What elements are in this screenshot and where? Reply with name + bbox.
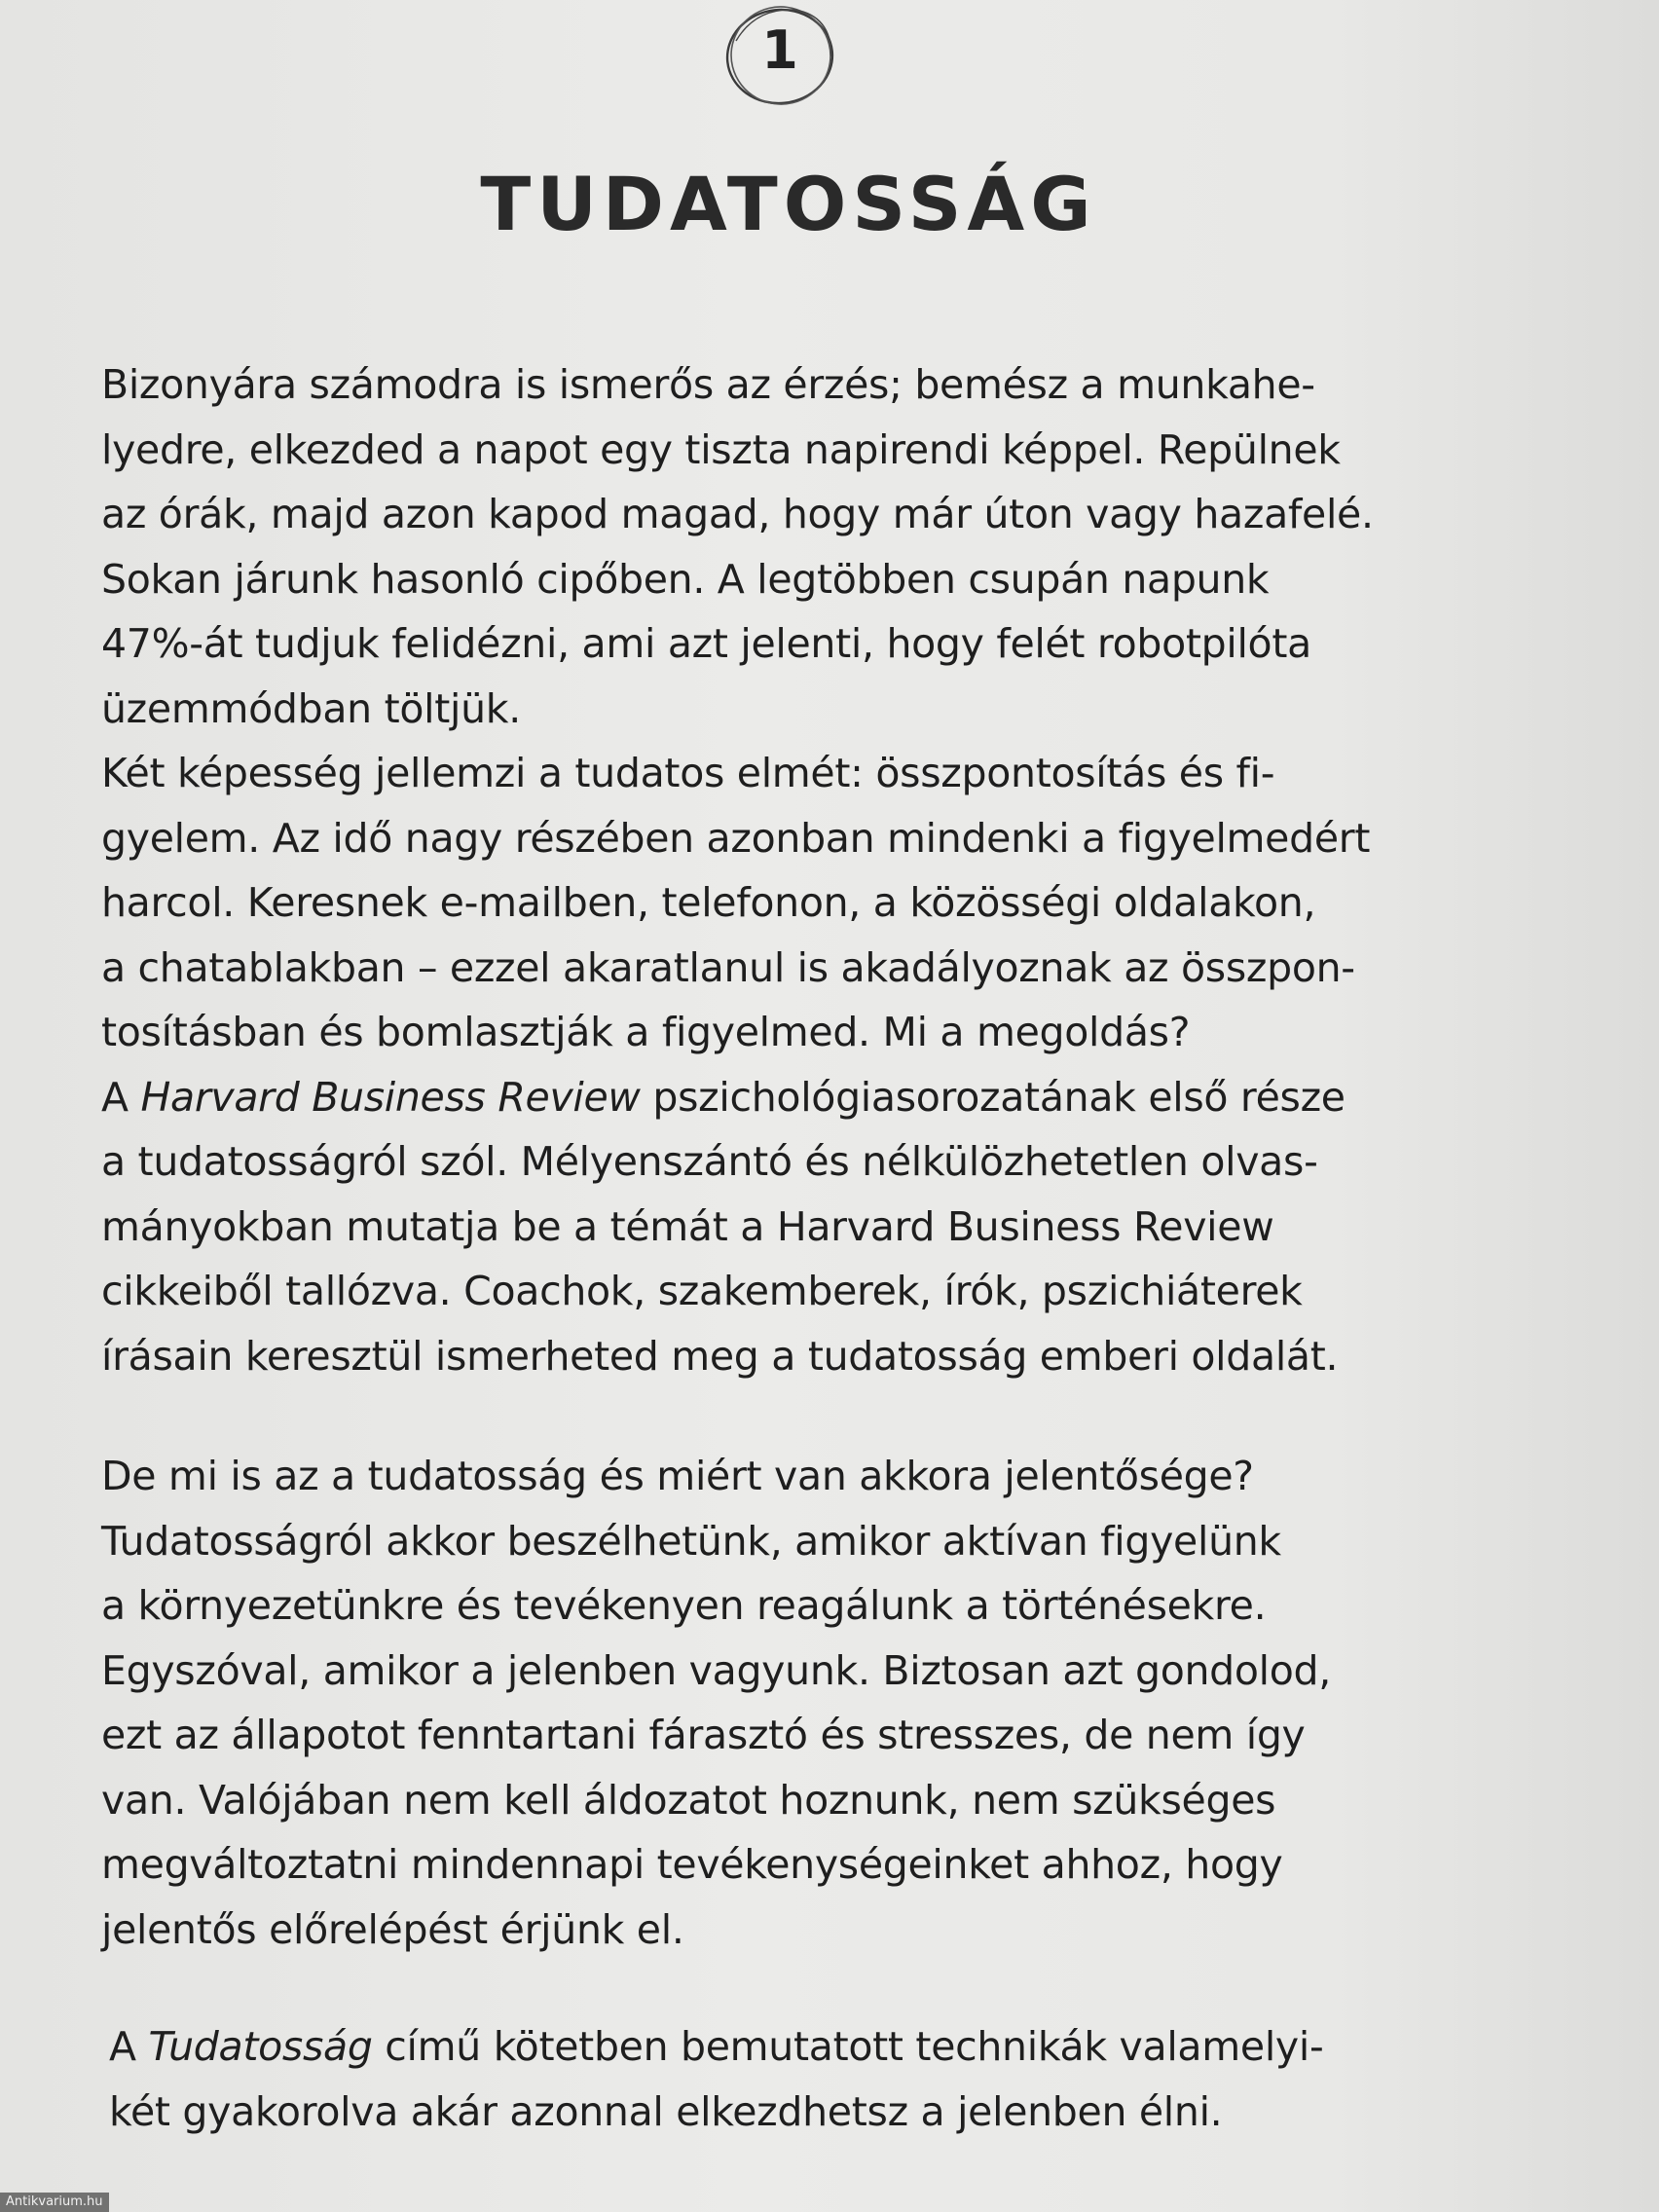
text-segment: pszichológiasorozatának első része: [640, 1073, 1346, 1121]
text-line: megváltoztatni mindennapi tevékenységeinket ahhoz, hogy: [101, 1841, 1283, 1888]
text-line: harcol. Keresnek e-mailben, telefonon, a közösségi oldalakon,: [101, 879, 1316, 926]
text-line: De mi is az a tudatosság és miért van akkora jelentősége?: [101, 1453, 1254, 1499]
text-line: 47%-át tudjuk felidézni, ami azt jelenti, hogy felét robotpilóta: [101, 620, 1311, 667]
text-line: az órák, majd azon kapod magad, hogy már úton vagy hazafelé.: [101, 491, 1374, 537]
italic-title: Harvard Business Review: [140, 1073, 641, 1121]
text-line: van. Valójában nem kell áldozatot hoznunk, nem szükséges: [101, 1776, 1276, 1824]
text-line: üzemmódban töltjük.: [101, 684, 521, 732]
text-line: Bizonyára számodra is ismerős az érzés; bemész a munkahe-: [101, 361, 1315, 408]
text-segment: A: [109, 2023, 149, 2070]
text-line: írásain keresztül ismerheted meg a tudatosság emberi oldalát.: [101, 1332, 1339, 1380]
text-line: cikkeiből tallózva. Coachok, szakemberek, írók, pszichiáterek: [101, 1268, 1303, 1314]
chapter-title: TUDATOSSÁG: [480, 161, 1097, 247]
text-line: gyelem. Az idő nagy részében azonban mindenki a figyelmedért: [101, 814, 1371, 862]
text-line-with-italic: [101, 1065, 1484, 1130]
text-segment: című kötetben bemutatott technikák valamelyi-: [372, 2023, 1324, 2070]
text-line: a környezetünkre és tevékenyen reagálunk a történésekre.: [101, 1582, 1267, 1629]
italic-title: Tudatosság: [148, 2023, 373, 2070]
text-segment: A: [101, 1073, 141, 1121]
chapter-number: 1: [761, 19, 798, 81]
watermark: Antikvarium.hu: [0, 2193, 109, 2212]
text-line: mányokban mutatja be a témát a Harvard Business Review: [101, 1202, 1274, 1250]
text-line: Két képesség jellemzi a tudatos elmét: összpontosítás és fi-: [101, 750, 1275, 796]
text-line-with-italic: [109, 2014, 1492, 2080]
text-line: két gyakorolva akár azonnal elkezdhetsz a jelenben élni.: [109, 2087, 1223, 2135]
text-line: Egyszóval, amikor a jelenben vagyunk. Biztosan azt gondolod,: [101, 1646, 1332, 1694]
text-line: ezt az állapotot fenntartani fárasztó és stresszes, de nem így: [101, 1712, 1306, 1758]
text-line: lyedre, elkezded a napot egy tiszta napirendi képpel. Repülnek: [101, 425, 1341, 473]
text-line: tosításban és bomlasztják a figyelmed. Mi a megoldás?: [101, 1009, 1191, 1055]
paragraph-1: [101, 352, 1484, 1388]
text-line: Sokan járunk hasonló cipőben. A legtöbben csupán napunk: [101, 555, 1270, 603]
paragraph-3: [109, 2014, 1492, 2144]
text-line: Tudatosságról akkor beszélhetünk, amikor aktívan figyelünk: [101, 1517, 1281, 1565]
chapter-number-badge: [717, 2, 843, 111]
text-line: a chatablakban – ezzel akaratlanul is akadályoznak az összpon-: [101, 943, 1355, 991]
paragraph-2: [101, 1444, 1484, 1962]
text-line: jelentős előrelépést érjünk el.: [101, 1905, 684, 1953]
text-line: a tudatosságról szól. Mélyenszántó és nélkülözhetetlen olvas-: [101, 1138, 1318, 1185]
